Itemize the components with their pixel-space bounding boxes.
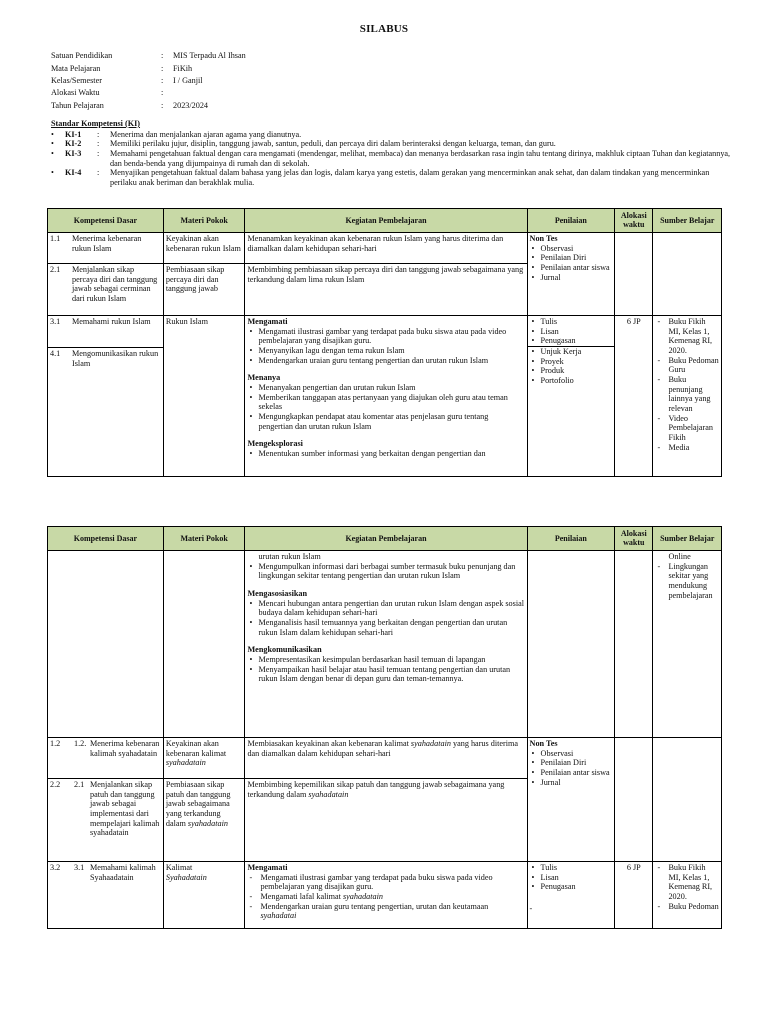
header-kegiatan: Kegiatan Pembelajaran [245, 527, 527, 551]
penilaian-cell: Non Tes • Observasi • Penilaian Diri • Penilaian antar siswa • Jurnal [527, 737, 615, 861]
kegiatan-cell: Menanamkan keyakinan akan kebenaran rukun Islam yang harus diterima dan diamalkan dalam kehidupan sehari-hari [245, 232, 527, 263]
ki-text: Memiliki perilaku jujur, disiplin, tanggung jawab, santun, peduli, dan percaya diri dalam berinteraksi dengan keluarga, teman, dan guru. [110, 139, 556, 149]
table-header-row [48, 527, 722, 551]
penilaian-cell: Non Tes • Observasi • Penilaian Diri • Penilaian antar siswa • Jurnal [527, 232, 615, 315]
kd-cell: 1.2 1.2. Menerima kebenaran kalimah syahadatain [48, 737, 164, 778]
info-value: MIS Terpadu Al Ihsan [173, 51, 246, 61]
info-label: Tahun Pelajaran [51, 100, 104, 110]
header-alokasi: Alokasi waktu [615, 527, 653, 551]
ki-text: Menyajikan pengetahuan faktual dalam bahasa yang jelas dan logis, dalam karya yang estetis, dalam gerakan yang mencerminkan anak sehat, dan dalam tindakan yang mencerminkan perilaku anak beriman dan berakhlak mulia. [110, 168, 710, 188]
materi-cell: Kalimat Syahadatain [163, 861, 245, 928]
ki-item: • KI-1 : Menerima dan menjalankan ajaran agama yang dianutnya. [51, 130, 731, 140]
materi-cell: Keyakinan akan kebenaran rukun Islam [163, 232, 245, 263]
table-row [48, 550, 722, 737]
header-materi-pokok: Materi Pokok [163, 527, 245, 551]
info-value: FiKih [173, 63, 193, 73]
table-row [48, 232, 722, 263]
ki-code: KI-3 [65, 149, 82, 159]
header-kompetensi-dasar: Kompetensi Dasar [48, 527, 164, 551]
alokasi-cell: 6 JP [615, 861, 653, 928]
penilaian-cell: • Tulis • Lisan • Penugasan - [527, 861, 615, 928]
info-label: Mata Pelajaran [51, 63, 101, 73]
header-sumber: Sumber Belajar [653, 527, 722, 551]
syllabus-table-2 [47, 526, 722, 929]
sumber-cell: - Buku Fikih MI, Kelas 1, Kemenag RI, 2020. - Buku Pedoman Guru - Buku penunjang lainnya yang relevan - Video Pembelajaran Fikih - Media [653, 315, 722, 476]
ki-item: • KI-3 : Memahami pengetahuan faktual dengan cara mengamati (mendengar, melihat, membaca) dan menanya berdasarkan rasa ingin tahu tentang dirinya, makhluk ciptaan Tuhan dan kegiatannya, dan benda-benda yang dijumpainya di rumah dan di sekolah. [51, 149, 731, 168]
info-label: Alokasi Waktu [51, 88, 100, 98]
ki-heading: Standar Kompetensi (KI) [51, 119, 141, 128]
materi-cell: Pembiasaan sikap percaya diri dan tanggung jawab [163, 263, 245, 315]
kegiatan-cell: Membiasakan keyakinan akan kebenaran kalimat syahadatain yang harus diterima dan diamalkan dalam kehidupan sehari-hari [245, 737, 527, 778]
header-materi-pokok: Materi Pokok [163, 209, 245, 233]
kd-cell: 1.1 Menerima kebenaran rukun Islam [48, 232, 164, 263]
header-kegiatan: Kegiatan Pembelajaran [245, 209, 527, 233]
ki-text: Menerima dan menjalankan ajaran agama yang dianutnya. [110, 129, 302, 139]
penilaian-cell: • Tulis • Lisan • Penugasan • Unjuk Kerja • Proyek • Produk • Portofolio [527, 315, 615, 476]
kegiatan-cell: Membimbing pembiasaan sikap percaya diri dan tanggung jawab sebagaimana yang terkandung dalam lima rukun Islam [245, 263, 527, 315]
kd-cell: 2.2 2.1 Menjalankan sikap patuh dan tanggung jawab sebagai implementasi dari mempelajari kalimah syahadatain [48, 778, 164, 861]
info-value: 2023/2024 [173, 100, 209, 110]
header-kompetensi-dasar: Kompetensi Dasar [48, 209, 164, 233]
info-row: Satuan Pendidikan : MIS Terpadu Al Ihsan [51, 50, 451, 62]
info-row: Kelas/Semester : I / Ganjil [51, 75, 451, 87]
header-alokasi: Alokasi waktu [615, 209, 653, 233]
info-label: Kelas/Semester [51, 75, 102, 85]
kd-cell: 3.2 3.1 Memahami kalimah Syahaadatain [48, 861, 164, 928]
kegiatan-cell: Membimbing kepemilikan sikap patuh dan tanggung jawab sebagaimana yang terkandung dalam syahadatain [245, 778, 527, 861]
penilaian-list: • Observasi • Penilaian Diri • Penilaian antar siswa • Jurnal [530, 244, 613, 283]
ki-item: • KI-2 : Memiliki perilaku jujur, disiplin, tanggung jawab, santun, peduli, dan percaya diri dalam berinteraksi dengan keluarga, teman, dan guru. [51, 139, 731, 149]
header-penilaian: Penilaian [527, 209, 615, 233]
kegiatan-cell: urutan rukun Islam • Mengumpulkan informasi dari berbagai sumber termasuk buku penunjang dan lingkungan sekitar tentang pengertian dan urutan rukun Islam Mengasosiasikan • Mencari hubungan antara pengertian dan urutan rukun Islam dengan aspek sosial budaya dalam kehidupan sehari-hari • Menganalisis hasil temuannya yang berkaitan dengan pengertian dan urutan rukun Islam dalam kehidupan sehari-hari Mengkomunikasikan • Mempresentasikan kesimpulan berdasarkan hasil temuan di lapangan • Menyampaikan hasil belajar atau hasil temuan tentang pengertian dan urutan rukun Islam dengan benar di depan guru dan teman-temannya. [245, 550, 527, 737]
alokasi-cell: 6 JP [615, 315, 653, 476]
info-row: Tahun Pelajaran : 2023/2024 [51, 99, 451, 111]
kd-cell: 2.1 Menjalankan sikap percaya diri dan tanggung jawab sebagai cerminan dari rukun Islam [48, 263, 164, 315]
ki-code: KI-1 [65, 129, 82, 139]
kegiatan-cell: Mengamati • Mengamati ilustrasi gambar yang terdapat pada buku siswa atau pada video pembelajaran yang disajikan guru. • Menyanyikan lagu dengan tema rukun Islam • Mendengarkan uraian guru tentang pengertian dan urutan rukun Islam Menanya • Menanyakan pengertian dan urutan rukun Islam • Memberikan tanggapan atas pertanyaan yang diajukan oleh guru atau teman sekelas • Mengungkapkan pendapat atau komentar atas penjelasan guru tentang pengertian dan urutan rukun Islam Mengeksplorasi • Menentukan sumber informasi yang berkaitan dengan pengertian dan [245, 315, 527, 476]
materi-cell: Keyakinan akan kebenaran kalimat syahadatain [163, 737, 245, 778]
sumber-cell: Online - Lingkungan sekitar yang mendukung pembelajaran [653, 550, 722, 737]
ki-item: • KI-4 : Menyajikan pengetahuan faktual dalam bahasa yang jelas dan logis, dalam karya yang estetis, dalam gerakan yang mencerminkan anak sehat, dan dalam tindakan yang mencerminkan perilaku anak beriman dan berakhlak mulia. [51, 168, 731, 187]
info-row: Mata Pelajaran : FiKih [51, 62, 451, 74]
info-value: I / Ganjil [173, 75, 203, 85]
materi-cell: Rukun Islam [163, 315, 245, 476]
materi-cell: Pembiasaan sikap patuh dan tanggung jawab sebagaimana yang terkandung dalam syahadatain [163, 778, 245, 861]
header-sumber: Sumber Belajar [653, 209, 722, 233]
info-row: Alokasi Waktu : [51, 88, 164, 98]
ki-code: KI-2 [65, 139, 82, 149]
identity-block [51, 50, 451, 111]
table-row [48, 861, 722, 928]
syllabus-table-1 [47, 208, 722, 477]
kd-cell: 3.1 Memahami rukun Islam 4.1 Mengomunikasikan rukun Islam [48, 315, 164, 476]
ki-code: KI-4 [65, 168, 82, 178]
table-row [48, 315, 722, 476]
table-header-row [48, 209, 722, 233]
info-label: Satuan Pendidikan [51, 51, 113, 61]
ki-section [51, 119, 731, 188]
ki-text: Memahami pengetahuan faktual dengan cara mengamati (mendengar, melihat, membaca) dan menanya berdasarkan rasa ingin tahu tentang dirinya, makhluk ciptaan Tuhan dan kegiatannya, dan benda-benda yang dijumpainya di rumah dan di sekolah. [110, 149, 731, 168]
sumber-cell: - Buku Fikih MI, Kelas 1, Kemenag RI, 2020. - Buku Pedoman [653, 861, 722, 928]
header-penilaian: Penilaian [527, 527, 615, 551]
kegiatan-cell: Mengamati - Mengamati ilustrasi gambar yang terdapat pada buku siswa pada video pembelajaran yang disajikan guru. - Mengamati lafal kalimat syahadatain - Mendengarkan uraian guru tentang pengertian, urutan dan keutamaan syahadatai [245, 861, 527, 928]
table-row [48, 737, 722, 778]
page-title: SILABUS [359, 23, 409, 35]
